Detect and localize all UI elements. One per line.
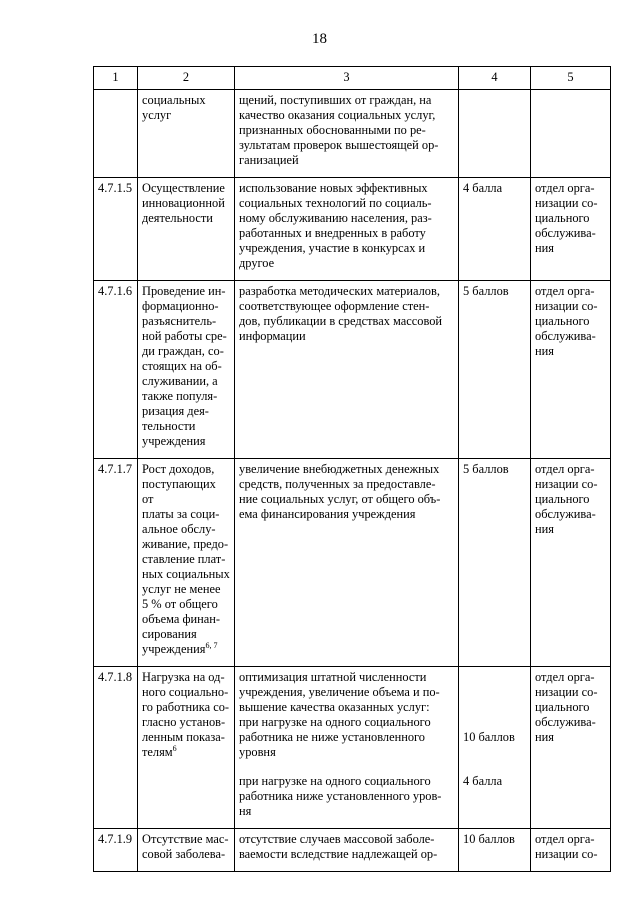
table-row xyxy=(94,459,611,667)
responsible-department: отдел орга- низации со- циального обслужива- ния xyxy=(531,178,611,281)
points-above-level: 10 баллов xyxy=(463,730,515,744)
row-number: 4.7.1.7 xyxy=(94,459,138,667)
table-row xyxy=(94,281,611,459)
table-row xyxy=(94,829,611,872)
criterion-description: увеличение внебюджетных денежных средств, полученных за предоставле- ние социальных услуг, от общего объ- ема финансирования учреждения xyxy=(235,459,459,667)
footnote-marker: 6, 7 xyxy=(205,640,218,650)
criterion-description: щений, поступивших от граждан, на качество оказания социальных услуг, признанных обоснованными по ре- зультатам проверок вышестоящей ор- ганизацией xyxy=(235,90,459,178)
row-number: 4.7.1.8 xyxy=(94,667,138,829)
criterion-points xyxy=(459,90,531,178)
header-cell-2: 2 xyxy=(138,67,235,90)
footnote-marker: 6 xyxy=(172,743,177,753)
header-row xyxy=(94,67,611,90)
criterion-name: Рост доходов, поступающих от платы за соци- альное обслу- живание, предо- ставление плат- ных социальных услуг не менее 5 % от общего объема финан- сирования учреждения$^{6, 7}$ xyxy=(138,459,235,667)
header-cell-5: 5 xyxy=(531,67,611,90)
responsible-department xyxy=(531,90,611,178)
responsible-department: отдел орга- низации со- циального обслужива- ния xyxy=(531,281,611,459)
criterion-description: разработка методических материалов, соответствующее оформление стен- дов, публикации в средствах массовой информации xyxy=(235,281,459,459)
criterion-name: Осуществление инновационной деятельности xyxy=(138,178,235,281)
row-number: 4.7.1.6 xyxy=(94,281,138,459)
table-row xyxy=(94,667,611,829)
criterion-points xyxy=(459,667,531,829)
criterion-description: использование новых эффективных социальных технологий по социаль- ному обслуживанию населения, раз- работанных и внедренных в работу учреждения, участие в конкурсах и другое xyxy=(235,178,459,281)
criterion-name: Нагрузка на од- ного социально- го работника со- гласно установ- ленным показа- телям$^6$ xyxy=(138,667,235,829)
header-cell-1: 1 xyxy=(94,67,138,90)
row-number: 4.7.1.9 xyxy=(94,829,138,872)
criterion-points: 5 баллов xyxy=(459,281,531,459)
criterion-description: отсутствие случаев массовой заболе- ваемости вследствие надлежащей ор- xyxy=(235,829,459,872)
criterion-name: Проведение ин- формационно- разъяснитель- ной работы сре- ди граждан, со- стоящих на об- служивании, а также популя- ризация дея- тельности учреждения xyxy=(138,281,235,459)
responsible-department: отдел орга- низации со- циального обслужива- ния xyxy=(531,667,611,829)
responsible-department: отдел орга- низации со- xyxy=(531,829,611,872)
row-number xyxy=(94,90,138,178)
responsible-department: отдел орга- низации со- циального обслужива- ния xyxy=(531,459,611,667)
table-row xyxy=(94,178,611,281)
header-cell-4: 4 xyxy=(459,67,531,90)
page-number: 18 xyxy=(312,31,327,47)
criterion-points: 5 баллов xyxy=(459,459,531,667)
description-part-below: при нагрузке на одного социального работника ниже установленного уров- ня xyxy=(239,774,442,818)
criterion-name: Отсутствие мас- совой заболева- xyxy=(138,829,235,872)
criterion-name: социальных услуг xyxy=(138,90,235,178)
criterion-points: 4 балла xyxy=(459,178,531,281)
criterion-points: 10 баллов xyxy=(459,829,531,872)
criterion-description xyxy=(235,667,459,829)
header-cell-3: 3 xyxy=(235,67,459,90)
points-below-level: 4 балла xyxy=(463,774,503,788)
description-part-above: оптимизация штатной численности учреждения, увеличение объема и по- вышение качества оказанных услуг: при нагрузке на одного социального работника не ниже установленного уровня xyxy=(239,670,440,759)
criteria-table xyxy=(93,66,611,872)
table-row xyxy=(94,90,611,178)
row-number: 4.7.1.5 xyxy=(94,178,138,281)
